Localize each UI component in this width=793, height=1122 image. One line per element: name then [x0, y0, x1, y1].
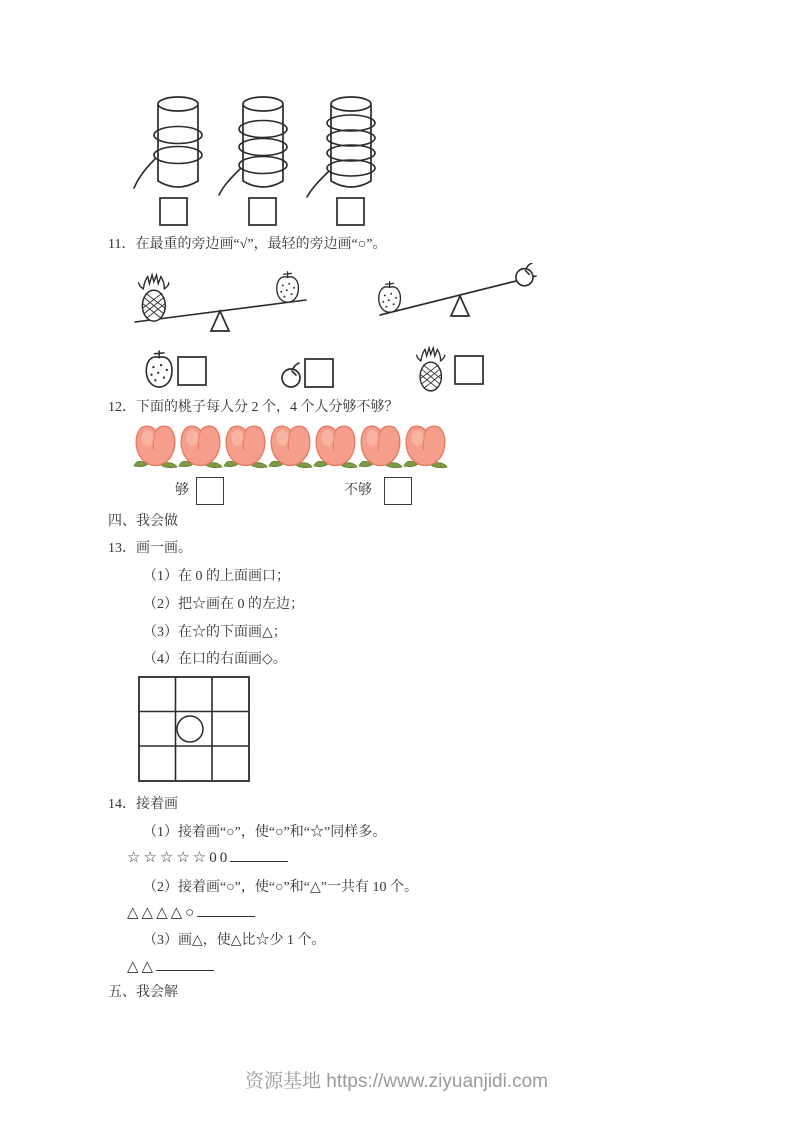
seesaw-left: [135, 272, 306, 331]
peach-icon: [358, 422, 403, 469]
seesaws-figure: [130, 263, 550, 335]
answer-box: [337, 198, 364, 225]
cylinder-2: [219, 97, 287, 225]
q14-item-3-prompt: （3）画△，使△比☆少 1 个。: [143, 933, 326, 948]
peach-icon: [133, 422, 178, 469]
q14-item-2-prompt: （2）接着画“○”，使“○”和“△”一共有 10 个。: [143, 880, 418, 895]
q13-grid-figure: [138, 676, 250, 782]
fulcrum-icon: [451, 296, 469, 316]
q13-item-2: （2）把☆画在 0 的左边；: [143, 597, 304, 612]
answer-box: [249, 198, 276, 225]
peach-icon: [313, 422, 358, 469]
fulcrum-icon: [211, 311, 229, 331]
strawberry-icon: [146, 351, 172, 387]
q13-item-3: （3）在☆的下面画△；: [143, 625, 287, 640]
peach-icon: [403, 422, 448, 469]
answer-blank-line: [156, 957, 214, 971]
fruit-answer-row: [140, 345, 490, 397]
q14-item-2-sequence: [127, 903, 255, 922]
q14-item-3-sequence: [127, 957, 214, 976]
section4-title: 四、我会做: [108, 514, 178, 529]
apple-icon: [516, 263, 533, 286]
q13-item-4: （4）在口的右面画◇。: [143, 652, 287, 667]
q14-text: 14．接着画: [108, 797, 178, 812]
strawberry-icon: [379, 282, 401, 312]
q13-text: 13．画一画。: [108, 541, 192, 556]
apple-icon: [282, 363, 300, 387]
q14-item-1-sequence: [127, 848, 288, 867]
pineapple-icon: [139, 275, 169, 321]
enough-label: 够: [175, 483, 189, 498]
cylinders-figure: [133, 93, 401, 233]
cylinder-1: [134, 97, 202, 225]
not-enough-label: 不够: [344, 483, 372, 498]
sequence-symbols: △△: [127, 959, 157, 975]
enough-box: [196, 477, 224, 505]
seesaw-right: [379, 263, 536, 316]
not-enough-box: [384, 477, 412, 505]
answer-box: [178, 357, 206, 385]
sequence-symbols: △△△△○: [127, 905, 198, 921]
peach-row: [133, 422, 448, 469]
answer-box: [160, 198, 187, 225]
peach-icon: [268, 422, 313, 469]
answer-box: [455, 356, 483, 384]
answer-blank-line: [230, 848, 288, 862]
strawberry-icon: [277, 272, 299, 302]
q13-item-1: （1）在 0 的上面画口；: [143, 569, 290, 584]
peach-icon: [178, 422, 223, 469]
sequence-symbols: ☆☆☆☆☆00: [127, 850, 231, 866]
answer-box: [305, 359, 333, 387]
peach-icon: [223, 422, 268, 469]
site-footer: 资源基地 https://www.ziyuanjidi.com: [244, 1071, 549, 1092]
pineapple-icon: [417, 348, 445, 391]
answer-blank-line: [197, 903, 255, 917]
section5-title: 五、我会解: [108, 985, 178, 1000]
q14-item-1-prompt: （1）接着画“○”，使“○”和“☆”同样多。: [143, 825, 387, 840]
cylinder-3: [307, 97, 375, 225]
q12-text: 12．下面的桃子每人分 2 个，4 个人分够不够？: [108, 400, 399, 415]
q11-text: 11．在最重的旁边画“√”，最轻的旁边画“○”。: [108, 237, 387, 252]
